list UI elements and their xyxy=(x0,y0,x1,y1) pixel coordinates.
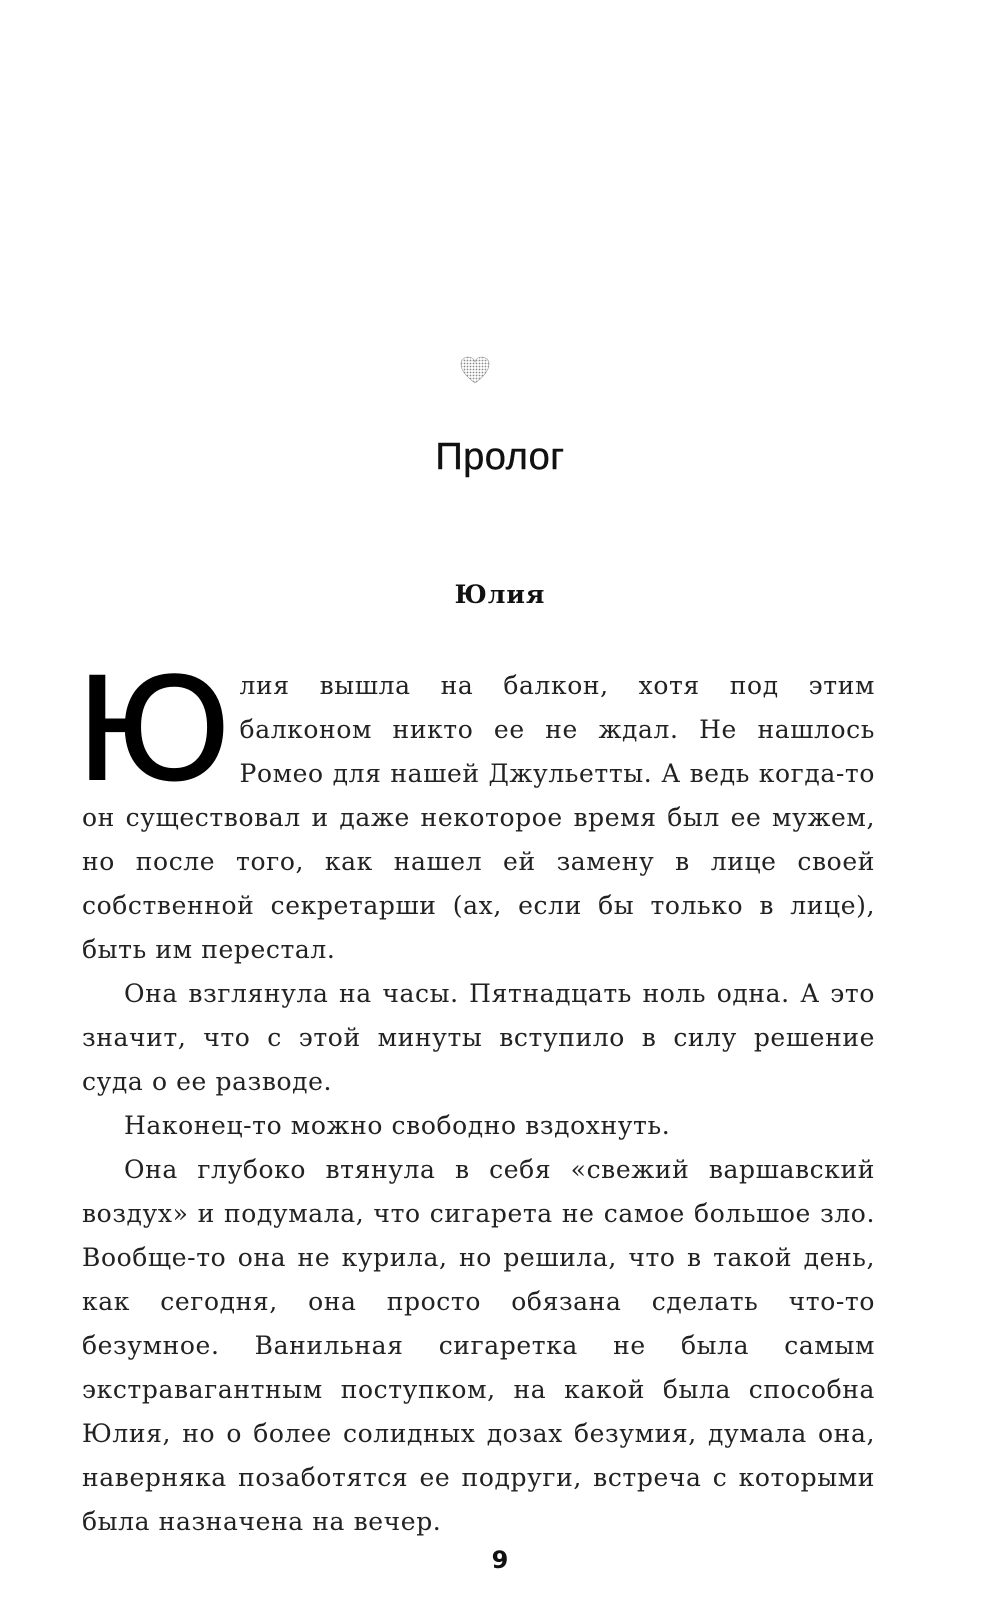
paragraph: Она взглянула на часы. Пятнадцать ноль одна. А это значит, что с этой минуты вступило в силу решение суда о ее разводе. xyxy=(82,979,875,1096)
paragraph: Она глубоко втянула в себя «свежий варшавский воздух» и подумала, что сигарета не самое большое зло. Вообще-то она не курила, но решила, что в такой день, как сегодня, она просто обязана сделать что-то безумное. Ванильная сигаретка не была самым экстравагантным поступком, на какой была способна Юлия, но о более солидных дозах безумия, думала она, наверняка позаботятся ее подруги, встреча с которыми была назначена на вечер. xyxy=(82,1155,875,1536)
paragraph-text: лия вышла на балкон, хотя под этим балконом никто ее не ждал. Не нашлось Ромео для нашей Джульетты. А ведь когда-то он существовал и даже некоторое время был ее мужем, но после того, как нашел ей замену в лице своей собственной секретарши (ах, если бы только в лице), быть им перестал. xyxy=(82,671,875,964)
paragraph: Наконец-то можно свободно вздохнуть. xyxy=(124,1111,671,1140)
drop-cap: Ю xyxy=(78,643,226,811)
chapter-subtitle: Юлия xyxy=(454,580,546,609)
page-number: 9 xyxy=(491,1546,509,1574)
paragraph xyxy=(78,643,875,972)
body-text xyxy=(78,643,875,1544)
chapter-title: Пролог xyxy=(435,436,565,478)
heart-ornament-icon xyxy=(460,356,490,384)
